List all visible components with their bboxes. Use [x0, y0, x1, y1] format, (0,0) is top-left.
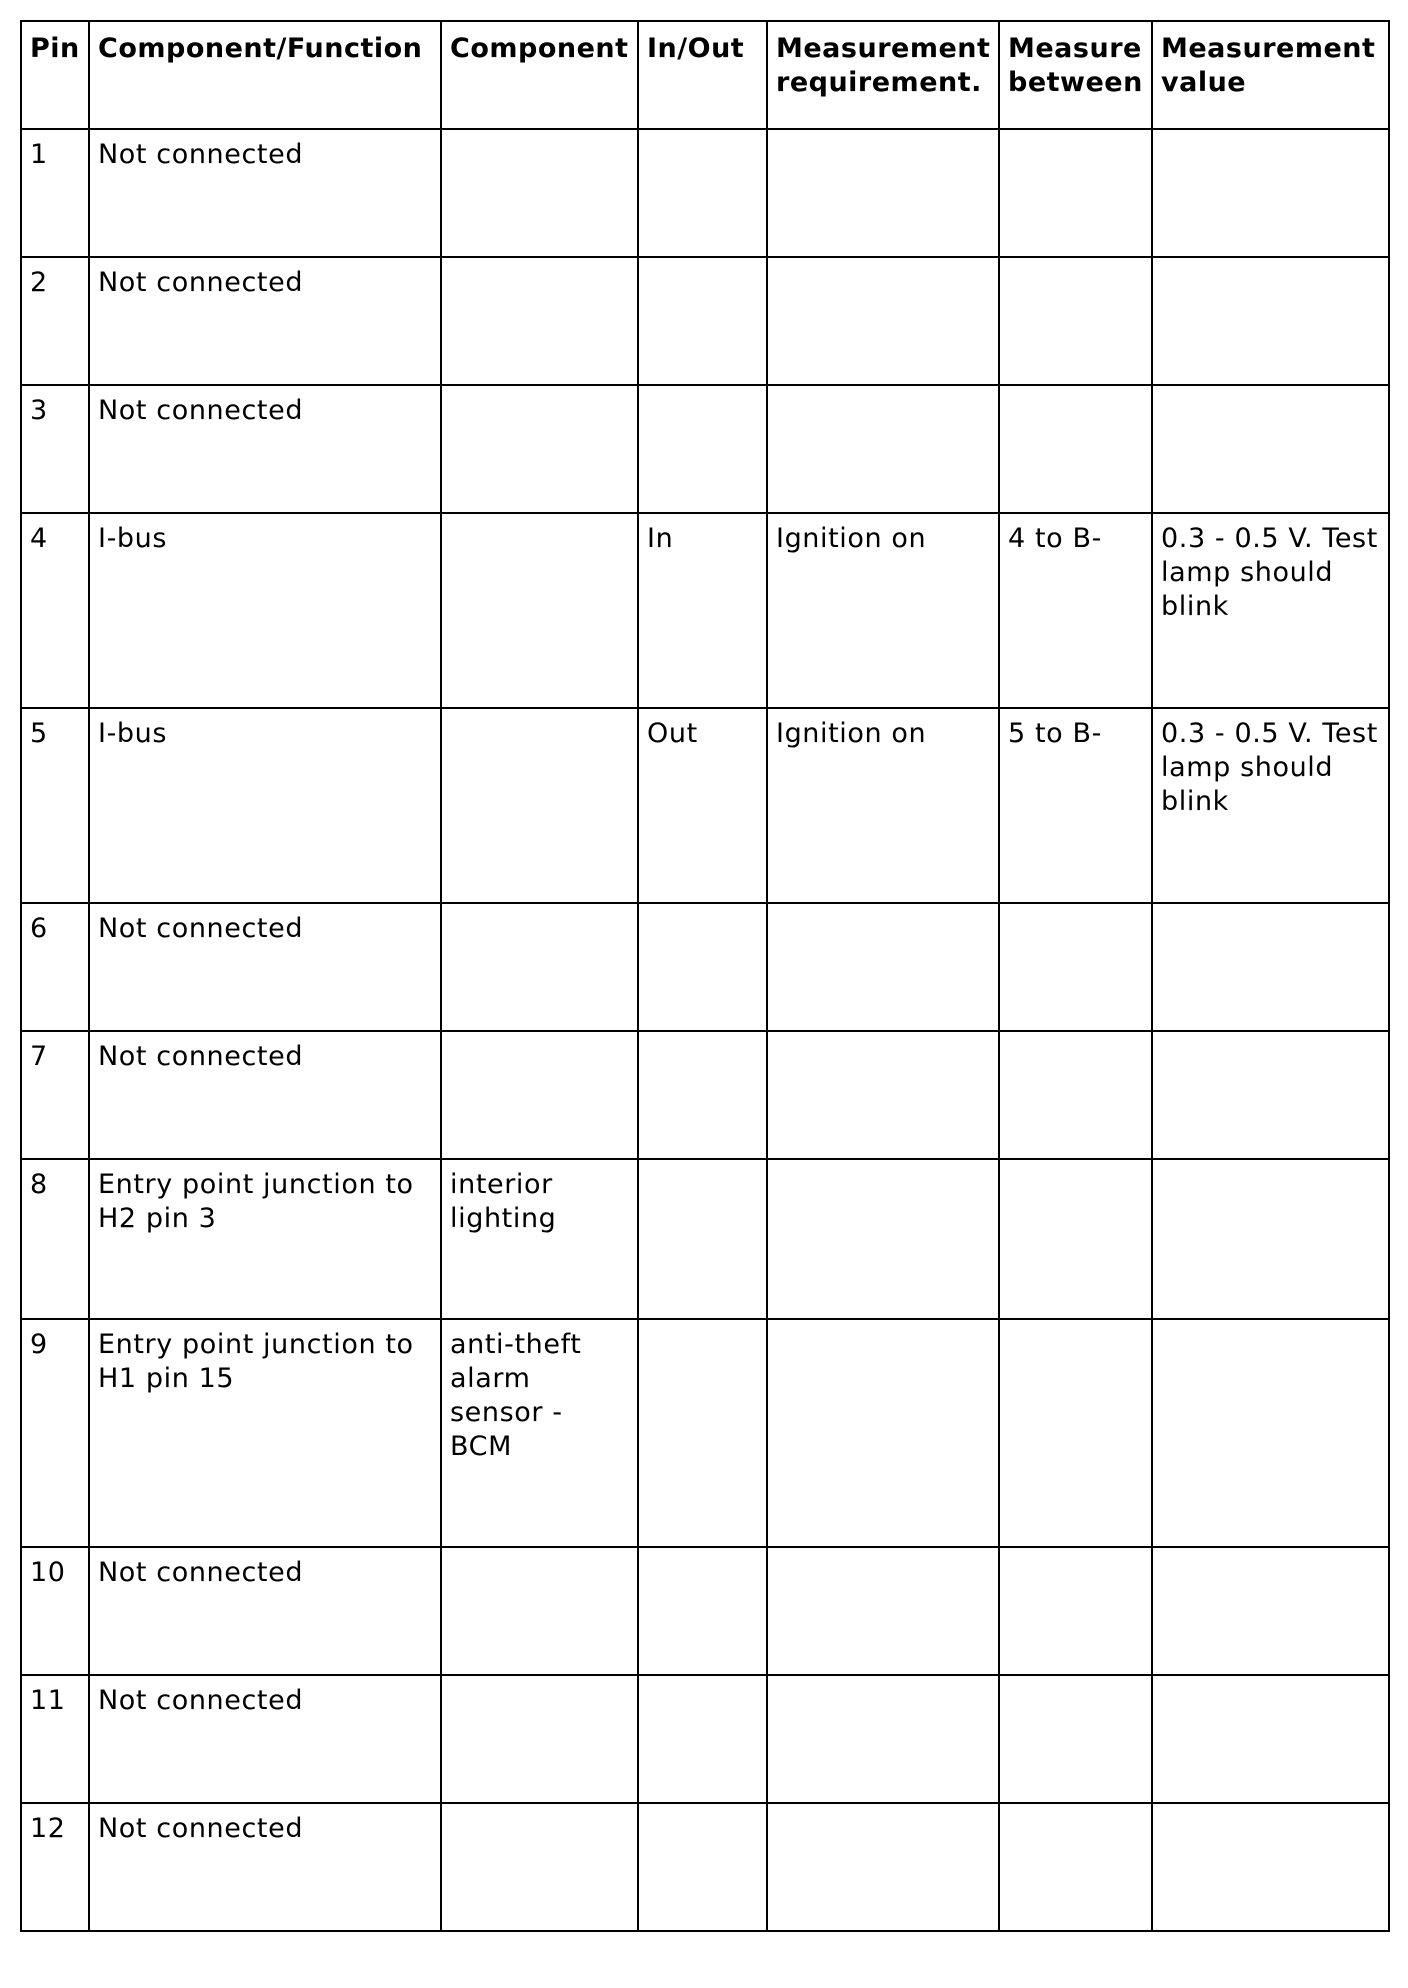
component-function-cell: Entry point junction to H1 pin 15 — [89, 1319, 441, 1547]
pin-cell: 4 — [21, 513, 89, 708]
table-row — [21, 903, 1389, 1031]
measure-between-cell — [999, 1319, 1152, 1547]
measure-between-cell — [999, 257, 1152, 385]
in-out-cell — [638, 1803, 767, 1931]
component-cell — [441, 1547, 638, 1675]
pin-cell: 3 — [21, 385, 89, 513]
measurement-requirement-cell — [767, 1159, 999, 1319]
in-out-cell — [638, 1675, 767, 1803]
measurement-value-cell — [1152, 129, 1389, 257]
in-out-cell: In — [638, 513, 767, 708]
measurement-value-cell — [1152, 903, 1389, 1031]
measurement-requirement-cell — [767, 257, 999, 385]
measure-between-cell — [999, 1675, 1152, 1803]
component-function-cell: Not connected — [89, 385, 441, 513]
component-cell: interior lighting — [441, 1159, 638, 1319]
in-out-cell — [638, 1547, 767, 1675]
table-row — [21, 1803, 1389, 1931]
in-out-cell — [638, 385, 767, 513]
pin-table — [20, 20, 1390, 1932]
measurement-requirement-cell — [767, 1319, 999, 1547]
pin-cell: 6 — [21, 903, 89, 1031]
measure-between-cell — [999, 129, 1152, 257]
measure-between-cell: 5 to B- — [999, 708, 1152, 903]
table-row — [21, 1159, 1389, 1319]
header-in-out: In/Out — [638, 21, 767, 129]
component-function-cell: Not connected — [89, 1031, 441, 1159]
pin-cell: 11 — [21, 1675, 89, 1803]
header-component-function: Component/Function — [89, 21, 441, 129]
measurement-requirement-cell: Ignition on — [767, 708, 999, 903]
measurement-requirement-cell — [767, 903, 999, 1031]
header-measurement-requirement: Measurement requirement. — [767, 21, 999, 129]
header-measurement-value: Measurement value — [1152, 21, 1389, 129]
measurement-requirement-cell — [767, 1675, 999, 1803]
table-row — [21, 129, 1389, 257]
measurement-value-cell — [1152, 385, 1389, 513]
header-measure-between: Measure between — [999, 21, 1152, 129]
measure-between-cell — [999, 1803, 1152, 1931]
measurement-value-cell — [1152, 1803, 1389, 1931]
table-row — [21, 257, 1389, 385]
table-row — [21, 385, 1389, 513]
measurement-value-cell: 0.3 - 0.5 V. Test lamp should blink — [1152, 708, 1389, 903]
component-cell — [441, 903, 638, 1031]
component-function-cell: Entry point junction to H2 pin 3 — [89, 1159, 441, 1319]
component-function-cell: Not connected — [89, 257, 441, 385]
component-cell — [441, 385, 638, 513]
component-function-cell: Not connected — [89, 1675, 441, 1803]
component-function-cell: Not connected — [89, 129, 441, 257]
measure-between-cell — [999, 1547, 1152, 1675]
measurement-value-cell — [1152, 1547, 1389, 1675]
component-cell — [441, 513, 638, 708]
measurement-requirement-cell — [767, 1031, 999, 1159]
measurement-value-cell — [1152, 1675, 1389, 1803]
measure-between-cell — [999, 385, 1152, 513]
component-function-cell: I-bus — [89, 708, 441, 903]
table-row — [21, 1031, 1389, 1159]
component-function-cell: Not connected — [89, 1547, 441, 1675]
component-cell — [441, 129, 638, 257]
table-row — [21, 1547, 1389, 1675]
pin-cell: 7 — [21, 1031, 89, 1159]
component-cell — [441, 708, 638, 903]
component-cell — [441, 1675, 638, 1803]
in-out-cell — [638, 1031, 767, 1159]
measure-between-cell: 4 to B- — [999, 513, 1152, 708]
in-out-cell — [638, 1319, 767, 1547]
measurement-requirement-cell: Ignition on — [767, 513, 999, 708]
measurement-value-cell — [1152, 1031, 1389, 1159]
header-pin: Pin — [21, 21, 89, 129]
component-cell — [441, 1803, 638, 1931]
table-row — [21, 708, 1389, 903]
component-function-cell: Not connected — [89, 1803, 441, 1931]
pin-cell: 9 — [21, 1319, 89, 1547]
table-row — [21, 1319, 1389, 1547]
component-function-cell: Not connected — [89, 903, 441, 1031]
header-row — [21, 21, 1389, 129]
measurement-requirement-cell — [767, 129, 999, 257]
measurement-value-cell — [1152, 257, 1389, 385]
measurement-value-cell — [1152, 1319, 1389, 1547]
pin-cell: 10 — [21, 1547, 89, 1675]
in-out-cell — [638, 129, 767, 257]
component-cell: anti-theft alarm sensor - BCM — [441, 1319, 638, 1547]
measurement-requirement-cell — [767, 1547, 999, 1675]
measurement-requirement-cell — [767, 1803, 999, 1931]
measure-between-cell — [999, 1031, 1152, 1159]
pin-cell: 5 — [21, 708, 89, 903]
pin-cell: 2 — [21, 257, 89, 385]
in-out-cell — [638, 1159, 767, 1319]
pin-cell: 12 — [21, 1803, 89, 1931]
measurement-requirement-cell — [767, 385, 999, 513]
measure-between-cell — [999, 903, 1152, 1031]
in-out-cell — [638, 257, 767, 385]
table-row — [21, 513, 1389, 708]
component-cell — [441, 1031, 638, 1159]
in-out-cell — [638, 903, 767, 1031]
component-cell — [441, 257, 638, 385]
pin-cell: 8 — [21, 1159, 89, 1319]
table-row — [21, 1675, 1389, 1803]
in-out-cell: Out — [638, 708, 767, 903]
measurement-value-cell: 0.3 - 0.5 V. Test lamp should blink — [1152, 513, 1389, 708]
component-function-cell: I-bus — [89, 513, 441, 708]
measure-between-cell — [999, 1159, 1152, 1319]
pin-cell: 1 — [21, 129, 89, 257]
header-component: Component — [441, 21, 638, 129]
measurement-value-cell — [1152, 1159, 1389, 1319]
